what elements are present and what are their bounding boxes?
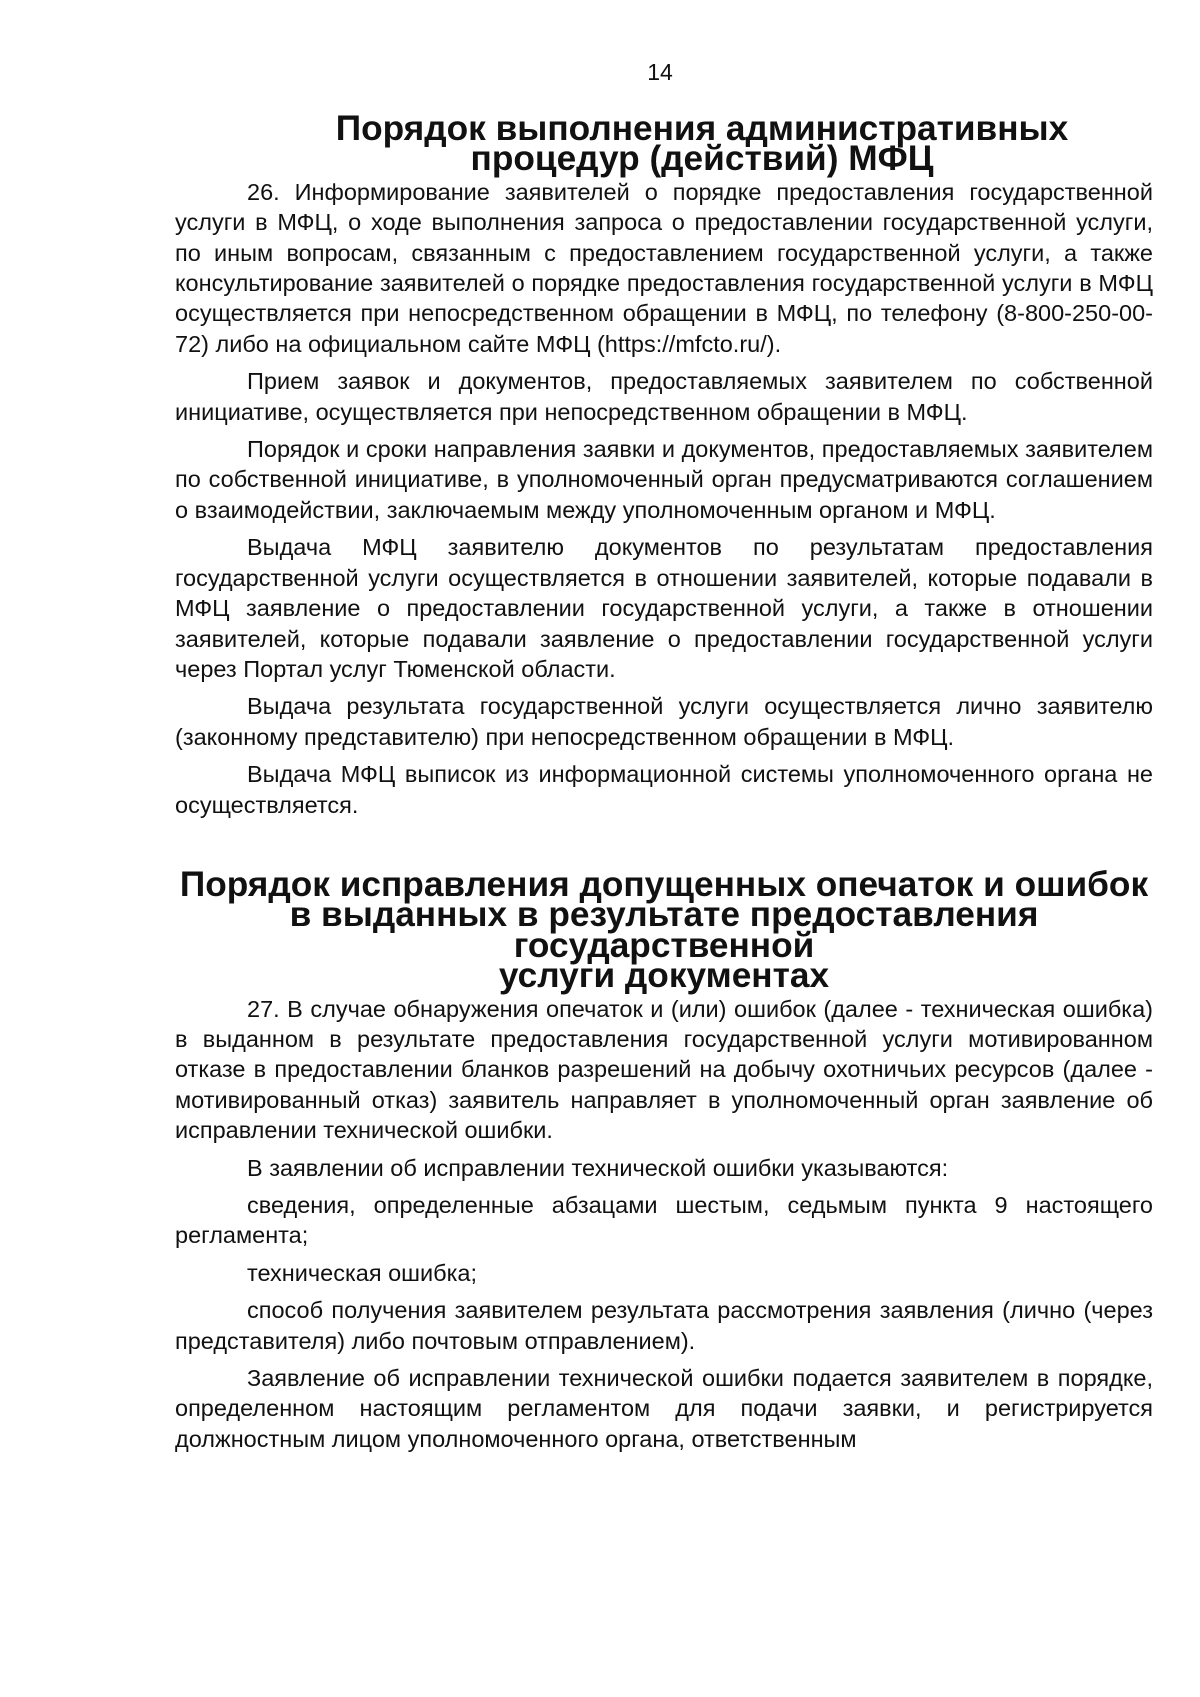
paragraph: Выдача результата государственной услуги осуществляется лично заявителю (законному представителю) при непосредственном обращении в МФЦ. <box>175 693 1153 750</box>
paragraph: способ получения заявителем результата рассмотрения заявления (лично (через представителя) либо почтовым отправлением). <box>175 1297 1153 1354</box>
section-heading-admin-procedures <box>175 109 1153 179</box>
paragraph-27: 27. В случае обнаружения опечаток и (или) ошибок (далее - техническая ошибка) в выданном в результате предоставления государственной услуги мотивированном отказе в предоставлении бланков разрешений на добычу охотничьих ресурсов (далее - мотивированный отказ) заявитель направляет в уполномоченный орган заявление об исправлении технической ошибки. <box>175 995 1153 1144</box>
heading-line: в выданных в результате предоставления государственной <box>289 895 1039 965</box>
paragraph: В заявлении об исправлении технической ошибки указываются: <box>247 1154 949 1181</box>
heading-line: услуги документах <box>498 956 830 996</box>
heading-line: Порядок исправления допущенных опечаток и ошибок <box>179 864 1149 904</box>
paragraph: Порядок и сроки направления заявки и документов, предоставляемых заявителем по собственной инициативе, в уполномоченный орган предусматриваются соглашением о взаимодействии, заключаемым между уполномоченным органом и МФЦ. <box>175 436 1153 523</box>
section-heading-error-correction <box>175 864 1153 996</box>
heading-line: Порядок выполнения административных <box>335 109 1069 148</box>
heading-line: процедур (действий) МФЦ <box>470 139 934 179</box>
page-number: 14 <box>647 59 673 85</box>
paragraph: Заявление об исправлении технической ошибки подается заявителем в порядке, определенном настоящим регламентом для подачи заявки, и регистрируется должностным лицом уполномоченного органа, ответственным <box>175 1365 1153 1452</box>
paragraph: сведения, определенные абзацами шестым, седьмым пункта 9 настоящего регламента; <box>175 1192 1153 1249</box>
paragraph: Выдача МФЦ заявителю документов по результатам предоставления государственной услуги осуществляется в отношении заявителей, которые подавали в МФЦ заявление о предоставлении государственной услуги, а также в отношении заявителей, которые подавали заявление о предоставлении государственной услуги через Портал услуг Тюменской области. <box>175 534 1153 682</box>
paragraph-26: 26. Информирование заявителей о порядке предоставления государственной услуги в МФЦ, о ходе выполнения запроса о предоставлении государственной услуги, по иным вопросам, связанным с предоставлением государственной услуги, а также консультирование заявителей о порядке предоставления государственной услуги в МФЦ осуществляется при непосредственном обращении в МФЦ, по телефону (8-800-250-00-72) либо на официальном сайте МФЦ (https://mfcto.ru/). <box>175 178 1153 357</box>
page-content <box>175 109 1153 1454</box>
paragraph: техническая ошибка; <box>247 1259 477 1286</box>
paragraph: Прием заявок и документов, предоставляемых заявителем по собственной инициативе, осуществляется при непосредственном обращении в МФЦ. <box>175 368 1153 425</box>
paragraph: Выдача МФЦ выписок из информационной системы уполномоченного органа не осуществляется. <box>175 761 1153 818</box>
